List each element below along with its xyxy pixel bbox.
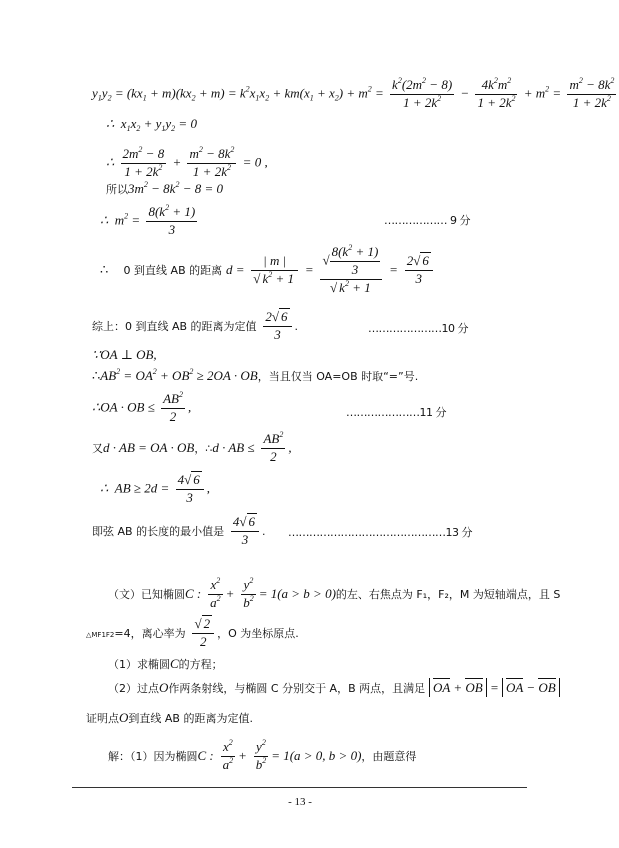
min-length-line: 即弦 AB 的长度的最小值是 $\frac{4√ 6}{3}$ . <box>92 514 266 547</box>
score-11: …………………11 分 <box>346 406 446 419</box>
therefore-symbol: ∴ <box>100 480 109 496</box>
therefore-symbol: ∴ <box>106 116 115 131</box>
question-line-1: （文）已知椭圆C : $\frac{x^2}{a^2}$ + $\frac{y^2}{b^2}$ = 1(a > b > 0)的左、右焦点为 F₁，F₂，M 为短轴端点，且 S <box>108 576 561 610</box>
eccentricity-label: =4，离心率为 <box>114 626 186 640</box>
therefore-symbol: ∴ <box>100 261 109 277</box>
question-conditions: 的左、右焦点为 F₁，F₂，M 为短轴端点，且 S <box>335 587 561 601</box>
equation-d-ab: 又d · AB = OA · OB，∴d · AB ≤ $\frac{AB^2}{2}$ , <box>92 430 292 464</box>
equation-y1y2: $y_1y_2 = (kx_1 + m)(kx_2 + m) = k^2x_1x_2 + km(x_1 + x_2) + m^2$ = $\frac{k^2(2m^2 - 8)}{1 + 2k^2}$ − $\frac{4k^2m^2}{1 + 2k^2}$ + $m^2$ = $\frac{m^2 - 8k^2}{1 + 2k^2}$ <box>92 76 615 110</box>
solution-prefix: 解：（1）因为椭圆 <box>108 749 198 763</box>
part-2-middle: 作两条射线，与椭圆 C 分别交于 A，B 两点，且满足 <box>168 682 426 695</box>
equation-sum-zero: ∴ $x_1x_2 + y_1y_2 = 0$ <box>106 116 197 133</box>
part-2: （2）过点O作两条射线，与椭圆 C 分别交于 A，B 两点，且满足 OA + OB = OA − OB <box>108 681 560 694</box>
also-label: 又 <box>92 441 103 455</box>
equation-oa-ob: ∴OA · OB ≤ $\frac{AB^2}{2}$ , <box>92 390 192 424</box>
therefore-symbol: ∴ <box>92 399 101 415</box>
equation-ab-bound: ∴ AB ≥ 2d = $\frac{4√ 6}{3}$ , <box>100 472 210 505</box>
prove-suffix: 到直线 AB 的距离为定值. <box>128 712 253 725</box>
part-1-suffix: 的方程； <box>178 658 223 671</box>
equation-fraction-sum: ∴ $\frac{2m^2 - 8}{1 + 2k^2}$ + $\frac{m^2 - 8k^2}{1 + 2k^2}$ = 0 , <box>106 145 268 179</box>
part-1-prefix: （1）求椭圆 <box>108 658 170 671</box>
therefore-symbol: ∴ <box>106 154 115 170</box>
question-prefix: （文）已知椭圆 <box>108 587 185 601</box>
distance-label: 0 到直线 AB 的距离 <box>123 263 223 277</box>
equation-ab-squared: $\therefore AB^2 = OA^2 + OB^2 \ge 2OA$ · OB，当且仅当 OA=OB 时取“=”号. <box>92 367 419 383</box>
part-2-prefix: （2）过点 <box>108 682 159 695</box>
summary-label: 综上：0 到直线 AB 的距离为定值 <box>92 319 257 333</box>
footer-rule <box>72 787 527 788</box>
part-2-line-2: 证明点O到直线 AB 的距离为定值. <box>86 710 253 725</box>
because-symbol: ∵ <box>92 347 101 362</box>
equation-perpendicular: ∵OA ⊥ OB, <box>92 347 157 362</box>
therefore-symbol: ∴ <box>92 368 101 383</box>
therefore-symbol: ∴ <box>100 212 109 228</box>
therefore-symbol: ，∴ <box>194 441 213 455</box>
score-10: …………………10 分 <box>368 322 468 335</box>
origin-label: ，O 为坐标原点. <box>217 626 299 640</box>
equation-distance: ∴ 0 到直线 AB 的距离 d = $\frac{| m |}{√ k^2 + 1}$ = √ $\frac{8(k^2 + 1)}{3}$ √ $k^2 + 1$ = $\frac{2√ 6}{3}$ <box>100 245 436 296</box>
solution-start: 解：（1）因为椭圆C : $\frac{x^2}{a^2}$ + $\frac{y^2}{b^2}$ = 1(a > 0, b > 0)，由题意得 <box>108 738 417 772</box>
equation-m-squared: ∴ $m^2$ = $\frac{8(k^2 + 1)}{3}$ <box>100 203 196 237</box>
solution-suffix: ，由题意得 <box>361 749 417 763</box>
min-length-label: 即弦 AB 的长度的最小值是 <box>92 524 225 538</box>
equality-condition: ，当且仅当 OA=OB 时取“=”号. <box>257 370 419 383</box>
triangle-subscript: △MF1F2 <box>86 630 115 639</box>
so-label: 所以 <box>106 183 128 196</box>
summary-line: 综上：0 到直线 AB 的距离为定值 $\frac{2√ 6}{3}$ . <box>92 309 299 342</box>
equation-so: 所以$3m^2 - 8k^2 - 8 = 0$ <box>106 180 223 196</box>
question-line-2: △MF1F2=4，离心率为 $\frac{√ 2}{2}$ ，O 为坐标原点. <box>86 616 299 649</box>
part-1: （1）求椭圆C的方程； <box>108 656 223 671</box>
prove-prefix: 证明点 <box>86 712 119 725</box>
page-number: - 13 - <box>288 796 312 808</box>
score-9: ……………… 9 分 <box>384 214 470 227</box>
score-13: ………………………………………13 分 <box>288 526 472 539</box>
